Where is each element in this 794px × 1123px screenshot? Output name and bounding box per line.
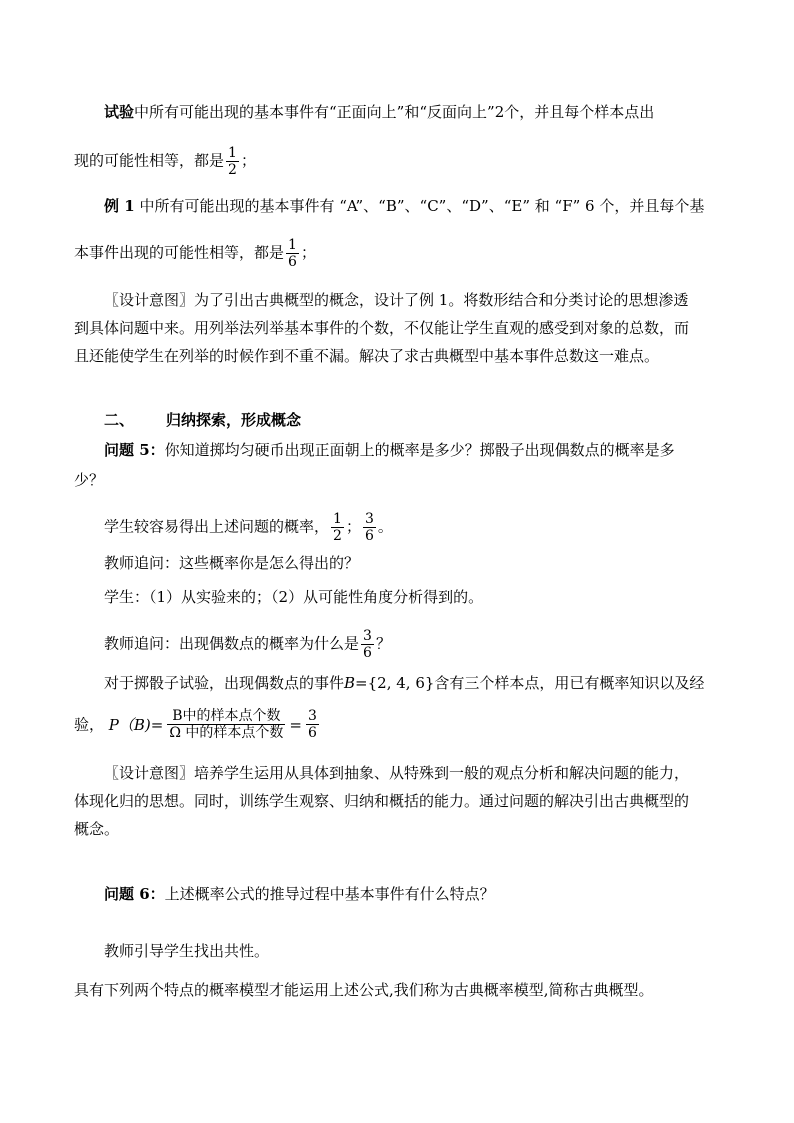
result-numerator: 3 bbox=[307, 708, 317, 724]
fraction-three-sixths bbox=[363, 511, 376, 544]
formula-numerator: B中的样本点个数 bbox=[172, 708, 281, 724]
section-number: 二、 bbox=[104, 411, 135, 429]
answer-text: 学生较容易得出上述问题的概率， bbox=[104, 517, 330, 536]
fraction-numerator: 1 bbox=[228, 145, 237, 161]
trial-text-line2: 现的可能性相等，都是 bbox=[74, 151, 225, 170]
fraction-numerator: 3 bbox=[364, 511, 374, 527]
example1-text-line1: 中所有可能出现的基本事件有 “A”、“B”、“C”、“D”、“E” 和 “F” 6 个，并且每个基 bbox=[134, 197, 705, 215]
trial-label: 试验 bbox=[104, 103, 135, 121]
dice-paragraph-line2 bbox=[74, 708, 321, 741]
teacher-guide: 教师引导学生找出共性。 bbox=[104, 942, 270, 960]
result-fraction bbox=[306, 708, 319, 741]
question-5-label: 问题 5： bbox=[104, 441, 165, 459]
fraction-denominator: 2 bbox=[333, 528, 342, 544]
event-set: ={2, 4, 6} bbox=[355, 674, 435, 692]
probability-formula bbox=[109, 708, 321, 741]
classical-model-definition: 具有下列两个特点的概率模型才能运用上述公式,我们称为古典概率模型,简称古典概型。 bbox=[74, 981, 654, 999]
dice-line2-prefix: 验， bbox=[74, 715, 105, 734]
question-5 bbox=[104, 440, 675, 460]
student-response: 学生：（1）从实验来的；（2）从可能性角度分析得到的。 bbox=[104, 588, 484, 606]
fraction-denominator: 6 bbox=[364, 528, 374, 544]
question-6-text: 上述概率公式的推导过程中基本事件有什么特点？ bbox=[164, 885, 495, 903]
formula-denominator: Ω 中的样本点个数 bbox=[169, 725, 284, 741]
design-intent-2-line2: 体现化归的思想。同时，训练学生观察、归纳和概括的能力。通过问题的解决引出古典概型的 bbox=[74, 792, 690, 810]
example1-text-line2: 本事件出现的可能性相等，都是 bbox=[74, 243, 285, 262]
trial-tail: ； bbox=[240, 151, 256, 170]
probability-lhs: P（B)= bbox=[108, 715, 164, 734]
design-intent-1-line1: 〖设计意图〗为了引出古典概型的概念，设计了例 1。将数形结合和分类讨论的思想渗透 bbox=[104, 291, 689, 309]
paragraph-example1 bbox=[104, 196, 704, 216]
fraction-denominator: 2 bbox=[228, 162, 237, 178]
fraction-numerator: 1 bbox=[333, 511, 342, 527]
fraction-denominator: 6 bbox=[288, 254, 297, 270]
section-title: 归纳探索，形成概念 bbox=[166, 411, 302, 429]
question-5-line1: 你知道掷均匀硬币出现正面朝上的概率是多少？掷骰子出现偶数点的概率是多 bbox=[164, 441, 675, 459]
teacher-follow-up-2 bbox=[104, 628, 391, 661]
equals-sign: = bbox=[289, 715, 302, 734]
dice-text-b: 含有三个样本点，用已有概率知识以及经 bbox=[434, 674, 705, 692]
follow-up-2-tail: ？ bbox=[375, 634, 391, 653]
event-variable: B bbox=[344, 674, 356, 692]
paragraph-trial bbox=[104, 102, 654, 122]
fraction-one-half bbox=[226, 145, 239, 178]
answer-tail: 。 bbox=[377, 517, 393, 536]
fraction-three-sixths bbox=[361, 628, 374, 661]
design-intent-1-line3: 且还能使学生在列举的时候作到不重不漏。解决了求古典概型中基本事件总数这一难点。 bbox=[74, 347, 660, 365]
paragraph-example1-line2 bbox=[74, 237, 316, 270]
dice-paragraph-line1 bbox=[104, 673, 704, 693]
teacher-follow-up-1: 教师追问：这些概率你是怎么得出的？ bbox=[104, 554, 360, 572]
student-answer-probabilities bbox=[104, 511, 393, 544]
question-6 bbox=[104, 884, 495, 904]
fraction-numerator: 1 bbox=[288, 237, 297, 253]
section-heading-2 bbox=[104, 410, 301, 430]
trial-text-line1: 中所有可能出现的基本事件有“正面向上”和“反面向上”2个，并且每个样本点出 bbox=[134, 103, 655, 121]
fraction-numerator: 3 bbox=[363, 628, 372, 644]
design-intent-1-line2: 到具体问题中来。用列举法列举基本事件的个数，不仅能让学生直观的感受到对象的总数，而 bbox=[74, 319, 690, 337]
question-6-label: 问题 6： bbox=[104, 885, 165, 903]
question-5-line2: 少？ bbox=[74, 471, 105, 489]
follow-up-2-text: 教师追问：出现偶数点的概率为什么是 bbox=[104, 634, 360, 653]
design-intent-2-line1: 〖设计意图〗培养学生运用从具体到抽象、从特殊到一般的观点分析和解决问题的能力， bbox=[104, 764, 690, 782]
paragraph-trial-line2 bbox=[74, 145, 256, 178]
fraction-one-half bbox=[331, 511, 344, 544]
formula-fraction bbox=[167, 708, 285, 741]
dice-text-a: 对于掷骰子试验，出现偶数点的事件 bbox=[104, 674, 345, 692]
example1-label: 例 1 bbox=[104, 197, 135, 215]
fraction-one-sixth bbox=[286, 237, 299, 270]
result-denominator: 6 bbox=[307, 725, 317, 741]
fraction-denominator: 6 bbox=[363, 645, 372, 661]
example1-tail: ； bbox=[300, 243, 316, 262]
design-intent-2-line3: 概念。 bbox=[74, 820, 120, 838]
fraction-separator: ； bbox=[345, 517, 361, 536]
